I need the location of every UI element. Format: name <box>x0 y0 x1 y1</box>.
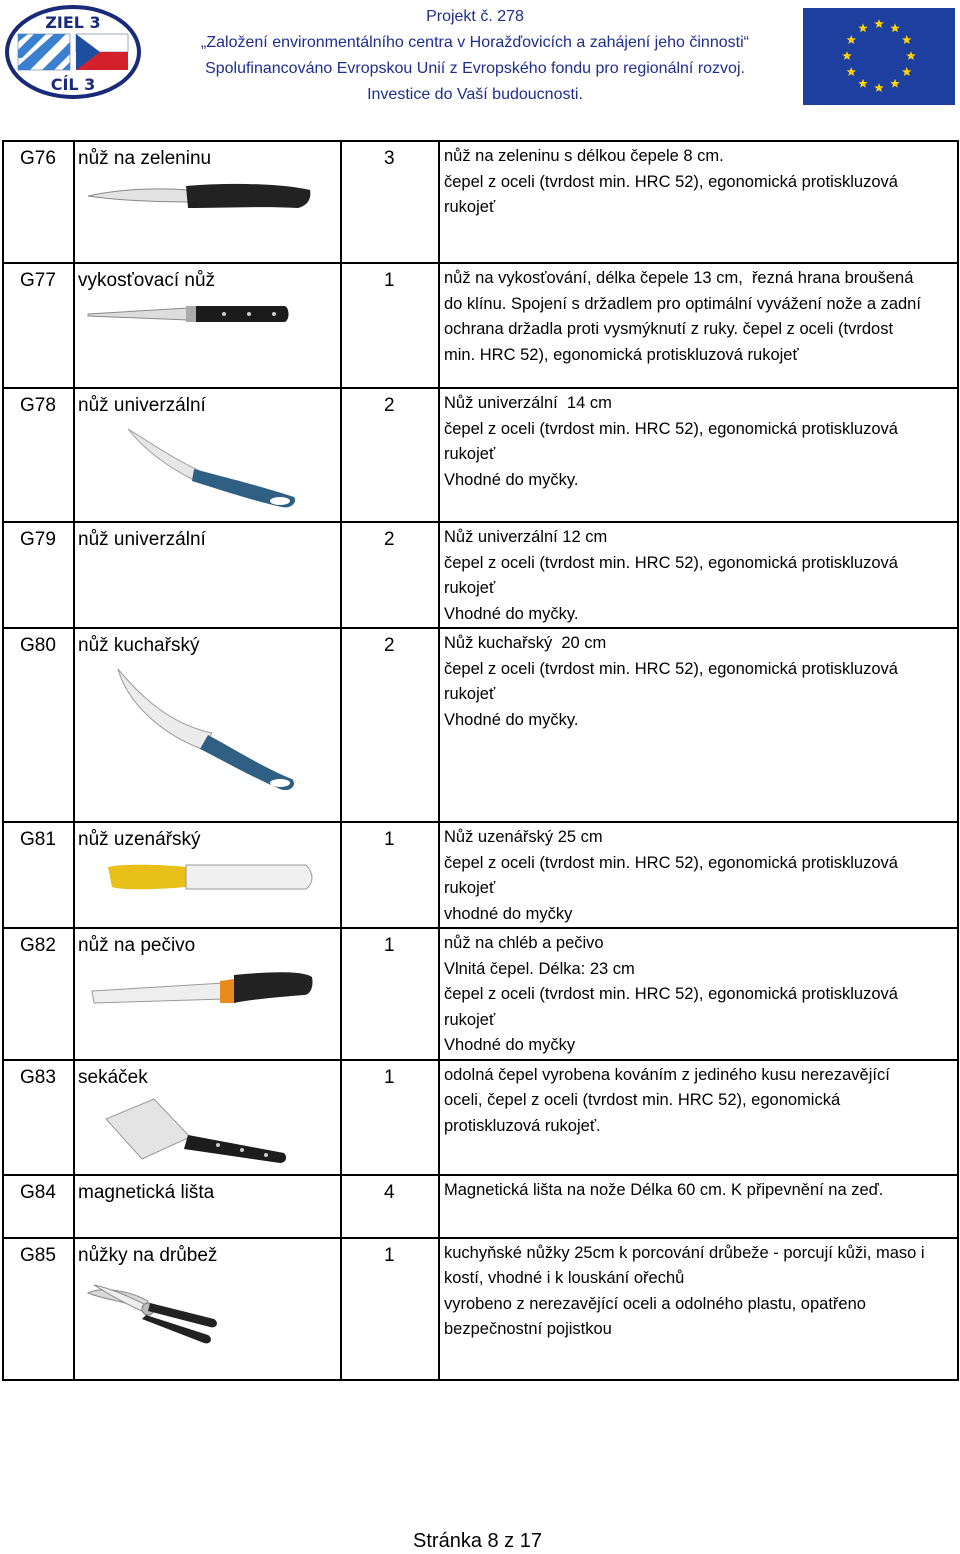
item-quantity: 2 <box>384 635 395 656</box>
item-name: nůžky na drůbež <box>78 1244 218 1266</box>
item-name-cell <box>74 141 341 263</box>
item-code: G82 <box>3 928 74 1060</box>
item-quantity-cell <box>341 388 439 522</box>
project-info <box>150 4 800 108</box>
item-name: nůž univerzální <box>78 395 206 416</box>
item-code: G77 <box>3 263 74 388</box>
table-row <box>3 628 958 822</box>
item-code: G81 <box>3 822 74 928</box>
item-quantity: 1 <box>384 829 395 850</box>
item-name: nůž univerzální <box>78 529 206 550</box>
description-line: čepel z oceli (tvrdost min. HRC 52), egonomická protiskluzová <box>444 419 898 438</box>
description-line: Magnetická lišta na nože Délka 60 cm. K připevnění na zeď. <box>444 1180 884 1199</box>
table-row <box>3 1175 958 1238</box>
item-name-cell <box>74 822 341 928</box>
item-code: G83 <box>3 1060 74 1175</box>
item-code: G76 <box>3 141 74 263</box>
table-row <box>3 141 958 263</box>
item-code: G85 <box>3 1238 74 1380</box>
item-description <box>439 822 958 928</box>
item-name-cell <box>74 1238 341 1380</box>
description-line: Nůž univerzální 12 cm <box>444 528 608 546</box>
project-title: „Založení environmentálního centra v Horažďovicích a zahájení jeho činnosti“ <box>201 34 749 51</box>
description-line: Nůž kuchařský 20 cm <box>444 634 607 652</box>
item-name-cell <box>74 522 341 628</box>
description-line: rukojeť <box>444 198 496 216</box>
description-line: kostí, vhodné i k louskání ořechů <box>444 1269 685 1287</box>
item-code: G80 <box>3 628 74 822</box>
description-line: Vhodné do myčky. <box>444 604 579 623</box>
description-line: čepel z oceli (tvrdost min. HRC 52), egonomická protiskluzová <box>444 172 898 191</box>
description-line: čepel z oceli (tvrdost min. HRC 52), egonomická protiskluzová <box>444 553 898 572</box>
item-description <box>439 388 958 522</box>
item-name: nůž na zeleninu <box>78 148 212 169</box>
item-name-cell <box>74 928 341 1060</box>
description-line: oceli, čepel z oceli (tvrdost min. HRC 52), egonomická <box>444 1091 841 1109</box>
investment-slogan: Investice do Vaší budoucnosti. <box>367 86 583 103</box>
description-line: čepel z oceli (tvrdost min. HRC 52), egonomická protiskluzová <box>444 659 898 678</box>
item-quantity-cell <box>341 628 439 822</box>
funding-note: Spolufinancováno Evropskou Unií z Evropského fondu pro regionální rozvoj. <box>205 60 745 77</box>
item-name: sekáček <box>78 1066 148 1088</box>
item-quantity: 2 <box>384 529 395 550</box>
page-footer <box>0 1530 960 1553</box>
bread-knife-icon <box>84 965 340 1021</box>
item-description <box>439 928 958 1060</box>
table-row <box>3 263 958 388</box>
description-line: nůž na vykosťování, délka čepele 13 cm, řezná hrana broušená <box>444 269 914 287</box>
item-description <box>439 1060 958 1175</box>
description-line: Vhodné do myčky. <box>444 710 579 729</box>
description-line: Vhodné do myčky. <box>444 470 579 489</box>
table-row <box>3 522 958 628</box>
item-code: G79 <box>3 522 74 628</box>
description-line: nůž na chléb a pečivo <box>444 934 604 952</box>
item-quantity: 1 <box>384 1244 395 1266</box>
boning-knife-icon <box>84 300 340 336</box>
description-line: Nůž uzenářský 25 cm <box>444 828 603 846</box>
description-line: ochrana držadla proti vysmýknutí z ruky. čepel z oceli (tvrdost <box>444 320 894 338</box>
item-name: nůž kuchařský <box>78 635 200 656</box>
table-row <box>3 822 958 928</box>
item-description <box>439 522 958 628</box>
item-description <box>439 263 958 388</box>
item-name-cell <box>74 263 341 388</box>
item-name: nůž na pečivo <box>78 935 196 956</box>
description-line: Nůž univerzální 14 cm <box>444 394 612 412</box>
description-line: Vlnitá čepel. Délka: 23 cm <box>444 959 635 978</box>
item-description <box>439 141 958 263</box>
description-line: protiskluzová rukojeť. <box>444 1116 601 1135</box>
item-quantity-cell <box>341 1060 439 1175</box>
item-quantity: 3 <box>384 148 395 169</box>
ziel3-logo <box>4 4 142 100</box>
description-line: Vhodné do myčky <box>444 1036 576 1054</box>
description-line: odolná čepel vyrobena kováním z jediného kusu nerezavějící <box>444 1065 890 1084</box>
description-line: do klínu. Spojení s držadlem pro optimální vyvážení nože a zadní <box>444 294 921 313</box>
description-line: vhodné do myčky <box>444 904 573 923</box>
description-line: rukojeť <box>444 879 496 897</box>
page-number: Stránka 8 z 17 <box>413 1530 542 1552</box>
utility-knife-icon <box>84 425 340 521</box>
item-name-cell <box>74 388 341 522</box>
table-row <box>3 388 958 522</box>
item-name: nůž uzenářský <box>78 829 201 850</box>
item-name: magnetická lišta <box>78 1181 215 1203</box>
table-row <box>3 1060 958 1175</box>
item-name-cell <box>74 1175 341 1238</box>
page-header <box>0 0 960 110</box>
item-quantity-cell <box>341 263 439 388</box>
item-description <box>439 1238 958 1380</box>
cleaver-icon <box>84 1097 340 1173</box>
table-row <box>3 928 958 1060</box>
description-line: kuchyňské nůžky 25cm k porcování drůbeže - porcují kůži, maso i <box>444 1243 925 1262</box>
item-code: G84 <box>3 1175 74 1238</box>
paring-knife-icon <box>84 178 340 224</box>
item-name-cell <box>74 628 341 822</box>
description-line: rukojeť <box>444 1010 496 1029</box>
description-line: bezpečnostní pojistkou <box>444 1320 612 1338</box>
eu-flag-logo <box>803 8 955 105</box>
description-line: rukojeť <box>444 685 496 703</box>
item-quantity-cell <box>341 522 439 628</box>
logo-text-bottom: CÍL 3 <box>50 75 96 94</box>
description-line: rukojeť <box>444 445 496 463</box>
description-line: rukojeť <box>444 579 496 597</box>
item-quantity-cell <box>341 822 439 928</box>
item-quantity-cell <box>341 141 439 263</box>
logo-text-top: ZIEL 3 <box>45 13 101 32</box>
item-quantity-cell <box>341 1238 439 1380</box>
item-quantity-cell <box>341 1175 439 1238</box>
description-line: čepel z oceli (tvrdost min. HRC 52), egonomická protiskluzová <box>444 853 898 872</box>
item-quantity: 1 <box>384 935 395 956</box>
item-quantity: 1 <box>384 270 395 291</box>
item-quantity: 1 <box>384 1066 395 1088</box>
item-quantity: 4 <box>384 1181 395 1203</box>
item-description <box>439 1175 958 1238</box>
table-row <box>3 1238 958 1380</box>
items-table <box>2 140 959 1381</box>
chef-knife-icon <box>84 665 340 801</box>
description-line: vyrobeno z nerezavějící oceli a odolného plastu, opatřeno <box>444 1294 866 1313</box>
description-line: nůž na zeleninu s délkou čepele 8 cm. <box>444 147 724 165</box>
item-quantity-cell <box>341 928 439 1060</box>
item-name: vykosťovací nůž <box>78 270 216 291</box>
item-name-cell <box>74 1060 341 1175</box>
item-description <box>439 628 958 822</box>
slicing-knife-icon <box>84 859 340 905</box>
poultry-shears-icon <box>84 1275 340 1351</box>
item-quantity: 2 <box>384 395 395 416</box>
project-number: Projekt č. 278 <box>426 8 524 25</box>
description-line: min. HRC 52), egonomická protiskluzová rukojeť <box>444 345 799 364</box>
item-code: G78 <box>3 388 74 522</box>
description-line: čepel z oceli (tvrdost min. HRC 52), egonomická protiskluzová <box>444 985 898 1003</box>
